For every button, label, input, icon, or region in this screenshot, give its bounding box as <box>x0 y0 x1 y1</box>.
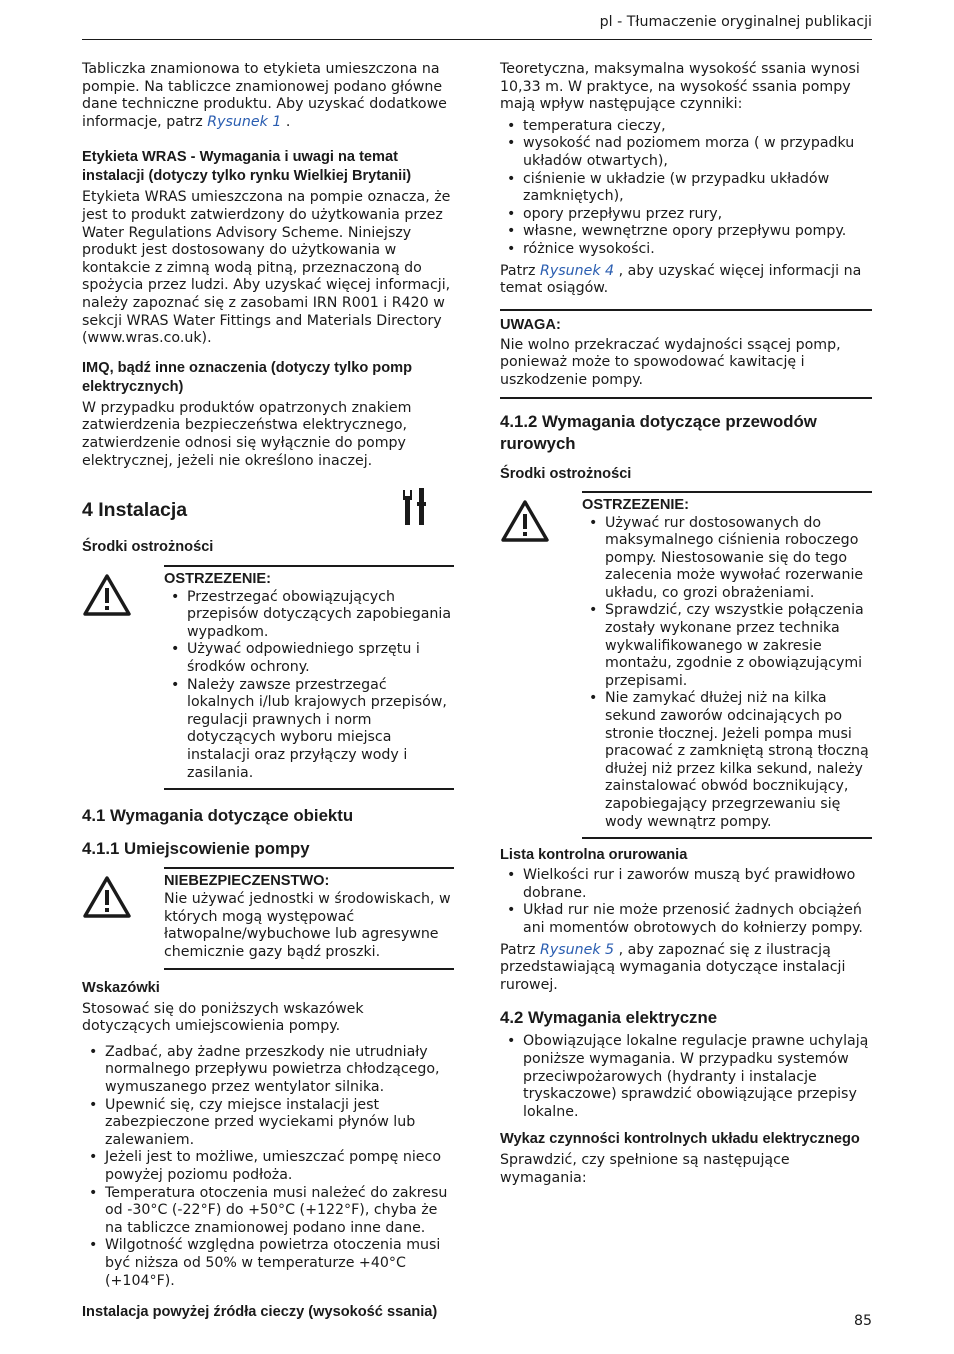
danger-title: NIEBEZPIECZENSTWO: <box>164 873 330 890</box>
tools-icon <box>402 488 428 532</box>
list-item: • Sprawdzić, czy wszystkie połączenia zostały wykonane przez technika wykwalifikowanego w zakresie montażu, zgodnie z obowiązującymi przepisami. <box>582 602 872 690</box>
list-item: • opory przepływu przez rury, <box>500 206 872 224</box>
section-4-title: 4 Instalacja <box>82 498 188 521</box>
electrical-list <box>500 1033 872 1121</box>
imq-paragraph: W przypadku produktów opatrzonych znakiem zatwierdzenia bezpieczeństwa elektrycznego, zatwierdzenie odnosi się wyłącznie do pompy elektrycznej, jeżeli nie określono inaczej. <box>82 399 412 469</box>
danger-icon <box>82 875 132 919</box>
guidelines-list <box>82 1044 454 1290</box>
list-item: • Przestrzegać obowiązujących przepisów dotyczących zapobiegania wypadkom. <box>164 589 454 642</box>
see-figure-4-paragraph: Patrz Rysunek 4 , aby uzyskać więcej informacji na temat osiągów. <box>500 262 862 297</box>
guidelines-intro: Stosować się do poniższych wskazówek dotyczących umiejscowienia pompy. <box>82 1000 364 1035</box>
warning-list-2 <box>582 515 872 832</box>
electrical-checklist-heading: Wykaz czynności kontrolnych układu elektrycznego <box>500 1131 860 1148</box>
list-item: • Nie zamykać dłużej niż na kilka sekund zaworów odcinających po stronie tłocznej. Jeżeli pompa musi pracować z zamkniętą stroną tłoczną dłużej niż przez kilka sekund, należy zainstalować obwód bocznikujący, zapobiegający przegrzewaniu się wody wewnątrz pompy. <box>582 690 872 831</box>
note-title: UWAGA: <box>500 316 561 333</box>
header-text: pl - Tłumaczenie oryginalnej publikacji <box>599 14 872 30</box>
suction-heading: Instalacja powyżej źródła cieczy (wysokość ssania) <box>82 1304 438 1321</box>
warning-icon <box>82 573 132 617</box>
list-item: • wysokość nad poziomem morza ( w przypadku układów otwartych), <box>500 135 872 170</box>
page-header <box>82 14 872 40</box>
list-item: • Używać odpowiedniego sprzętu i środków ochrony. <box>164 641 454 676</box>
danger-text: Nie używać jednostki w środowiskach, w których mogą występować łatwopalne/wybuchowe lub agresywne chemicznie gazy bądź proszki. <box>164 891 451 960</box>
left-column <box>82 61 454 1322</box>
figure-5-link[interactable]: Rysunek 5 <box>539 941 615 958</box>
section-4-header <box>82 488 454 532</box>
warning-list <box>164 589 454 783</box>
wras-heading: Etykieta WRAS - Wymagania i uwagi na temat instalacji (dotyczy tylko rynku Wielkiej Brytanii) <box>82 149 412 185</box>
electrical-checklist-intro: Sprawdzić, czy spełnione są następujące wymagania: <box>500 1152 790 1186</box>
danger-block <box>82 867 454 969</box>
nameplate-paragraph: Tabliczka znamionowa to etykieta umieszczona na pompie. Na tabliczce znamionowej podano główne dane techniczne produktu. Aby uzyskać dodatkowe informacje, patrz Rysunek 1 . <box>82 61 447 130</box>
right-column <box>500 61 872 1188</box>
imq-heading: IMQ, bądź inne oznaczenia (dotyczy tylko pomp elektrycznych) <box>82 359 413 395</box>
guidelines-heading: Wskazówki <box>82 979 160 996</box>
list-item: • Układ rur nie może przenosić żadnych obciążeń ani momentów obrotowych do kołnierzy pompy. <box>500 902 872 937</box>
list-item: • temperatura cieczy, <box>500 118 872 136</box>
note-text: Nie wolno przekraczać wydajności ssącej pomp, ponieważ może to spowodować kawitację i uszkodzenie pompy. <box>500 336 841 388</box>
list-item: • Używać rur dostosowanych do maksymalnego ciśnienia roboczego pompy. Niestosowanie się do tego zalecenia może wywołać rozerwanie układu, co grozi obrażeniami. <box>582 515 872 603</box>
note-box <box>500 309 872 399</box>
list-item: • Wilgotność względna powietrza otoczenia musi być niższa od 50% w temperaturze +40°C (+104°F). <box>82 1237 454 1290</box>
list-item: • Jeżeli jest to możliwe, umieszczać pompę nieco powyżej poziomu podłoża. <box>82 1149 454 1184</box>
section-4-1-1-title: 4.1.1 Umiejscowienie pompy <box>82 839 310 859</box>
list-item: • Obowiązujące lokalne regulacje prawne uchylają poniższe wymagania. W przypadku systemów przeciwpożarowych (hydranty i instalacje tryskaczowe) sprawdzić obowiązujące przepisy lokalne. <box>500 1033 872 1121</box>
precautions-heading: Środki ostrożności <box>82 538 214 555</box>
list-item: • różnice wysokości. <box>500 241 872 259</box>
warning-title: OSTRZEZENIE: <box>164 570 272 587</box>
warning-title-2: OSTRZEZENIE: <box>582 496 690 513</box>
list-item: • Wielkości rur i zaworów muszą być prawidłowo dobrane. <box>500 867 872 902</box>
suction-paragraph: Teoretyczna, maksymalna wysokość ssania wynosi 10,33 m. W praktyce, na wysokość ssania pompy mają wpływ następujące czynniki: <box>500 61 860 113</box>
list-item: • Temperatura otoczenia musi należeć do zakresu od -30°C (-22°F) do +50°C (+122°F), chyba że na tabliczce znamionowej podano inne dane. <box>82 1185 454 1238</box>
warning-block <box>82 565 454 791</box>
list-item: • Należy zawsze przestrzegać lokalnych i/lub krajowych przepisów, regulacji prawnych i norm dotyczących wyboru miejsca instalacji oraz przyłączy wody i zasilania. <box>164 677 454 783</box>
list-item: • ciśnienie w układzie (w przypadku układów zamkniętych), <box>500 171 872 206</box>
section-4-1-title: 4.1 Wymagania dotyczące obiektu <box>82 806 354 826</box>
warning-icon <box>500 499 550 543</box>
see-figure-5-paragraph: Patrz Rysunek 5 , aby zapoznać się z ilustracją przedstawiającą wymagania dotyczące instalacji rurowej. <box>500 941 846 993</box>
list-item: • Zadbać, aby żadne przeszkody nie utrudniały normalnego przepływu powietrza chłodzącego, wymuszanego przez wentylator silnika. <box>82 1044 454 1097</box>
warning-box-2 <box>582 491 872 840</box>
piping-checklist-heading: Lista kontrolna orurowania <box>500 847 688 864</box>
section-4-1-2-title: 4.1.2 Wymagania dotyczące przewodów rurowych <box>500 411 817 453</box>
page-number: 85 <box>853 1313 872 1329</box>
warning-block-2 <box>500 491 872 840</box>
wras-paragraph: Etykieta WRAS umieszczona na pompie oznacza, że jest to produkt zatwierdzony do użytkowania przez Water Regulations Advisory Scheme. Niniejszy produkt jest dostosowany do użytkowania w kontakcie z zimną wodą pitną, przeznaczoną do spożycia przez ludzi. Aby uzyskać więcej informacji, należy zapoznać się z zasobami IRN R001 i R420 w sekcji WRAS Water Fittings and Materials Directory (www.wras.co.uk). <box>82 189 451 347</box>
warning-box <box>164 565 454 791</box>
suction-factors-list <box>500 118 872 259</box>
precautions-heading-2: Środki ostrożności <box>500 465 632 482</box>
figure-4-link[interactable]: Rysunek 4 <box>539 262 615 279</box>
piping-checklist <box>500 867 872 937</box>
section-4-2-title: 4.2 Wymagania elektryczne <box>500 1008 718 1028</box>
danger-box <box>164 867 454 969</box>
list-item: • Upewnić się, czy miejsce instalacji jest zabezpieczone przed wyciekami płynów lub zalewaniem. <box>82 1097 454 1150</box>
figure-1-link[interactable]: Rysunek 1 <box>207 113 282 130</box>
list-item: • własne, wewnętrzne opory przepływu pompy. <box>500 223 872 241</box>
